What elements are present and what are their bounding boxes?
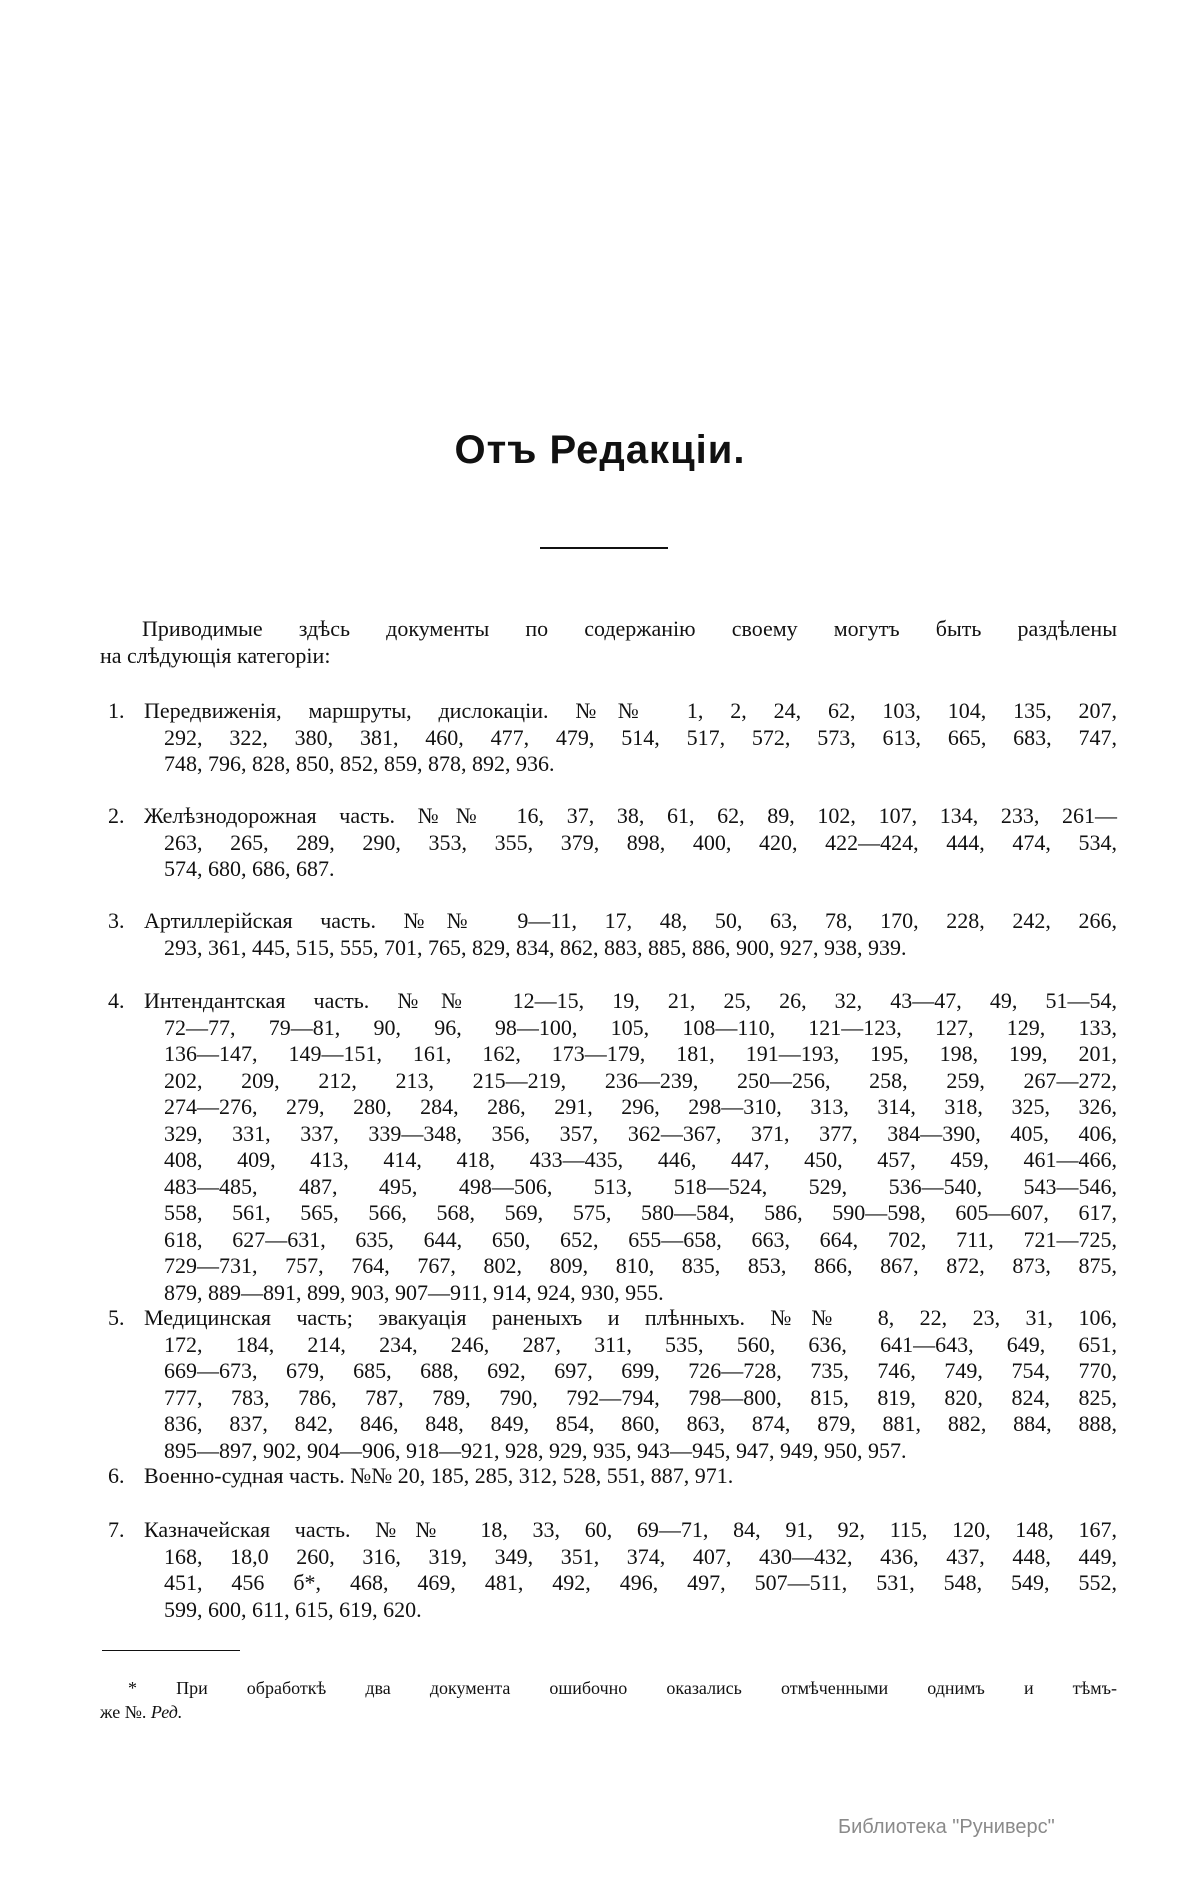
category-line: 451, 456 б*, 468, 469, 481, 492, 496, 497, 507—511, 531, 548, 549, 552, xyxy=(164,1570,1117,1595)
category-line: 879, 889—891, 899, 903, 907—911, 914, 924, 930, 955. xyxy=(164,1279,664,1305)
category-text xyxy=(144,1305,1117,1464)
category-line: 836, 837, 842, 846, 848, 849, 854, 860, 863, 874, 879, 881, 882, 884, 888, xyxy=(164,1411,1117,1436)
category-item xyxy=(100,803,1117,883)
category-line: 274—276, 279, 280, 284, 286, 291, 296, 298—310, 313, 314, 318, 325, 326, xyxy=(164,1094,1117,1119)
footnote-signature: Ред. xyxy=(150,1702,183,1722)
category-line: 777, 783, 786, 787, 789, 790, 792—794, 798—800, 815, 819, 820, 824, 825, xyxy=(164,1384,1117,1410)
category-text xyxy=(144,1517,1117,1623)
category-number: 1. xyxy=(108,698,125,723)
category-number: 3. xyxy=(108,908,125,933)
category-line: Передвиженія, маршруты, дислокаціи. №№ 1, 2, 24, 62, 103, 104, 135, 207, xyxy=(144,698,1117,723)
category-line: 202, 209, 212, 213, 215—219, 236—239, 250—256, 258, 259, 267—272, xyxy=(164,1067,1117,1093)
category-line: 72—77, 79—81, 90, 96, 98—100, 105, 108—110, 121—123, 127, 129, 133, xyxy=(164,1014,1117,1040)
category-line: 895—897, 902, 904—906, 918—921, 928, 929, 935, 943—945, 947, 949, 950, 957. xyxy=(164,1437,907,1463)
category-text xyxy=(144,988,1117,1306)
category-text xyxy=(144,1463,1117,1490)
category-line: 329, 331, 337, 339—348, 356, 357, 362—367, 371, 377, 384—390, 405, 406, xyxy=(164,1120,1117,1146)
intro-line: Приводимые здѣсь документы по содержанію своему могутъ быть раздѣлены xyxy=(142,616,1117,641)
category-line: 599, 600, 611, 615, 619, 620. xyxy=(164,1596,422,1622)
category-item xyxy=(100,988,1117,1306)
page-title: Отъ Редакціи. xyxy=(454,428,746,472)
footnote-line-2 xyxy=(100,1700,1117,1724)
category-line: 729—731, 757, 764, 767, 802, 809, 810, 835, 853, 866, 867, 872, 873, 875, xyxy=(164,1253,1117,1278)
footnote-line: * При обработкѣ два документа ошибочно оказались отмѣченными однимъ и тѣмъ- xyxy=(128,1678,1117,1698)
category-line: Желѣзнодорожная часть. №№ 16, 37, 38, 61, 62, 89, 102, 107, 134, 233, 261— xyxy=(144,803,1117,828)
category-line: 483—485, 487, 495, 498—506, 513, 518—524, 529, 536—540, 543—546, xyxy=(164,1173,1117,1199)
category-line: Военно-судная часть. №№ 20, 185, 285, 312, 528, 551, 887, 971. xyxy=(144,1463,734,1488)
category-line: 172, 184, 214, 234, 246, 287, 311, 535, 560, 636, 641—643, 649, 651, xyxy=(164,1331,1117,1357)
category-item xyxy=(100,1517,1117,1623)
category-line: 618, 627—631, 635, 644, 650, 652, 655—658, 663, 664, 702, 711, 721—725, xyxy=(164,1226,1117,1252)
category-text xyxy=(144,698,1117,778)
category-text xyxy=(144,908,1117,961)
category-line: 669—673, 679, 685, 688, 692, 697, 699, 726—728, 735, 746, 749, 754, 770, xyxy=(164,1358,1117,1383)
title-divider xyxy=(540,547,668,549)
category-line: 293, 361, 445, 515, 555, 701, 765, 829, 834, 862, 883, 885, 886, 900, 927, 938, 939. xyxy=(164,934,907,960)
category-line: 748, 796, 828, 850, 852, 859, 878, 892, 936. xyxy=(164,751,555,776)
category-line: 136—147, 149—151, 161, 162, 173—179, 181, 191—193, 195, 198, 199, 201, xyxy=(164,1041,1117,1066)
category-item xyxy=(100,908,1117,961)
category-number: 5. xyxy=(108,1305,125,1330)
category-item xyxy=(100,698,1117,778)
category-number: 6. xyxy=(108,1463,125,1488)
footnote-divider xyxy=(102,1650,240,1651)
category-line: 263, 265, 289, 290, 353, 355, 379, 898, 400, 420, 422—424, 444, 474, 534, xyxy=(164,829,1117,855)
category-text xyxy=(144,803,1117,883)
category-item xyxy=(100,1305,1117,1464)
category-number: 4. xyxy=(108,988,125,1013)
category-number: 2. xyxy=(108,803,125,828)
library-watermark: Библиотека "Руниверс" xyxy=(838,1816,1055,1838)
footnote xyxy=(100,1676,1117,1724)
category-line: Медицинская часть; эвакуація раненыхъ и плѣнныхъ. №№ 8, 22, 23, 31, 106, xyxy=(144,1305,1117,1330)
category-line: 574, 680, 686, 687. xyxy=(164,856,335,881)
category-line: 292, 322, 380, 381, 460, 477, 479, 514, 517, 572, 573, 613, 665, 683, 747, xyxy=(164,724,1117,750)
footnote-text: же №. xyxy=(100,1702,147,1722)
category-number: 7. xyxy=(108,1517,125,1542)
category-line: 408, 409, 413, 414, 418, 433—435, 446, 447, 450, 457, 459, 461—466, xyxy=(164,1147,1117,1172)
category-line: Артиллерійская часть. №№ 9—11, 17, 48, 50, 63, 78, 170, 228, 242, 266, xyxy=(144,908,1117,933)
intro-paragraph xyxy=(100,616,1117,669)
category-line: 168, 18,0 260, 316, 319, 349, 351, 374, 407, 430—432, 436, 437, 448, 449, xyxy=(164,1543,1117,1569)
category-line: Казначейская часть. №№ 18, 33, 60, 69—71, 84, 91, 92, 115, 120, 148, 167, xyxy=(144,1517,1117,1542)
category-item xyxy=(100,1463,1117,1490)
category-line: 558, 561, 565, 566, 568, 569, 575, 580—584, 586, 590—598, 605—607, 617, xyxy=(164,1200,1117,1225)
intro-line: на слѣдующія категоріи: xyxy=(100,642,331,668)
category-line: Интендантская часть. №№ 12—15, 19, 21, 25, 26, 32, 43—47, 49, 51—54, xyxy=(144,988,1117,1013)
